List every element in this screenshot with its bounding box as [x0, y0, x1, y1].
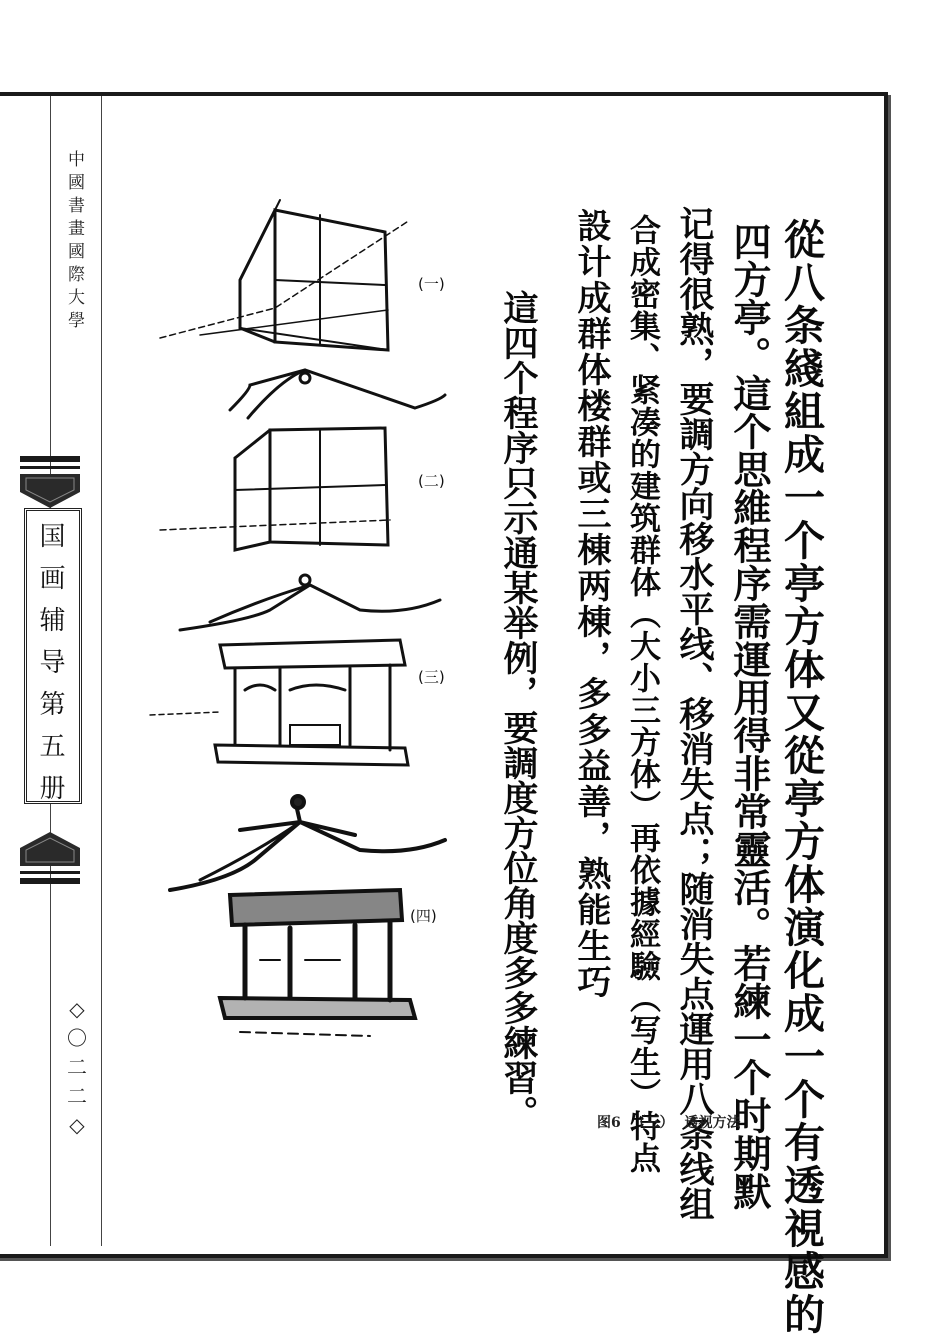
page-number-digit: 二	[67, 1084, 87, 1108]
calligraphy-column-4: 合成密集、紧凑的建筑群体（大小三方体）再依據經驗（写生）特点	[624, 214, 660, 1174]
calligraphy-column-5: 設计成群体楼群或三棟两棟，多多益善，熟能生巧	[571, 208, 611, 1000]
page-number-ornament-top: ◇	[69, 997, 85, 1021]
page-number-ornament-bottom: ◇	[69, 1113, 85, 1137]
figure-label-1: (一)	[418, 275, 445, 293]
calligraphy-column-3: 记得很熟，要調方向移水平线、移消失点；随消失点運用八条线组	[674, 206, 715, 1221]
drawing-pavilion-ink	[170, 796, 445, 1036]
calligraphy-column-1: 從八条綫組成一个亭方体又從亭方体演化成一个有透視感的	[777, 218, 825, 1336]
book-title: 国画辅导第五册	[35, 522, 65, 816]
page-number	[57, 995, 97, 1140]
drawing-cube-with-roof	[160, 370, 445, 550]
figure-label-2: (二)	[418, 472, 445, 490]
calligraphy-column-6: 這四个程序只示通某举例，要調度方位角度多多練習。	[498, 290, 539, 1130]
spine-rule-right	[101, 96, 102, 1246]
figure-caption: 图6 （三） 透视方法	[597, 1115, 741, 1131]
figure-label-3: (三)	[418, 668, 445, 686]
book-title-banner	[20, 452, 80, 888]
calligraphy-column-2: 四方亭。這个思維程序需運用得非常靈活。若練一个时期默	[727, 222, 772, 1210]
page-number-digit: 二	[67, 1055, 87, 1079]
drawing-pavilion-sketch	[150, 575, 440, 765]
university-name: 中國書畫國際大學	[64, 150, 84, 334]
drawing-cube	[160, 200, 410, 350]
figure-label-4: (四)	[410, 907, 437, 925]
page-number-digit: 〇	[67, 1026, 87, 1050]
